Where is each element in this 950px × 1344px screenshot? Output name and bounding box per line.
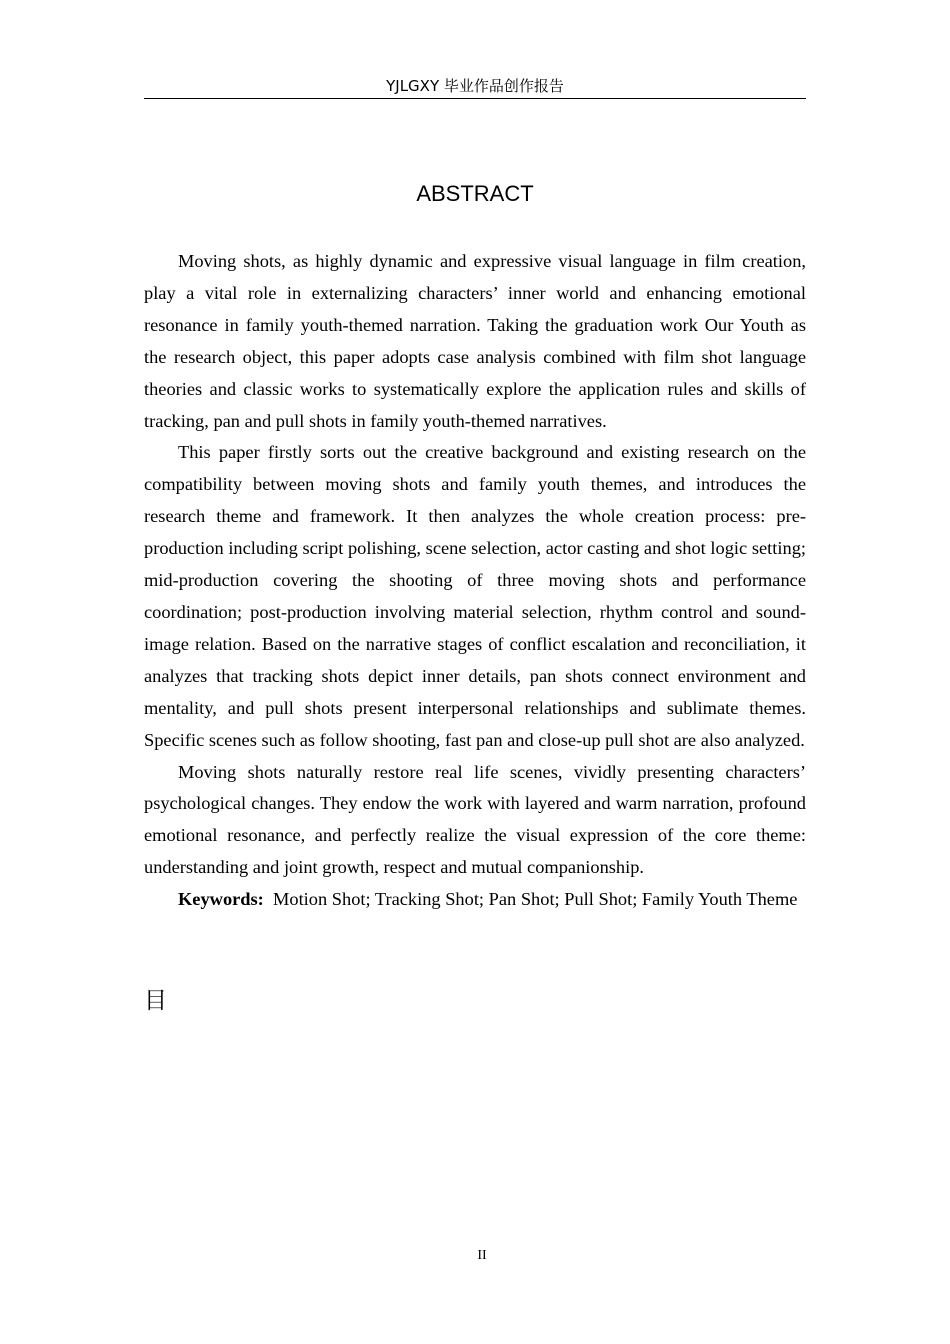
keywords-label: Keywords:: [178, 889, 264, 910]
running-header: YJLGXY 毕业作品创作报告: [386, 77, 564, 95]
abstract-paragraph-3: Moving shots naturally restore real life scenes, vividly presenting characters’ psychological changes. They endow the work with layered and warm narration, profound emotional resonance, and perfectly realize the visual expression of the core theme: understanding and joint growth, respect and mutual companionship.: [144, 761, 806, 878]
abstract-body: [144, 246, 806, 916]
page-number: II: [477, 1248, 487, 1263]
abstract-paragraph-2: This paper firstly sorts out the creative background and existing research on the compatibility between moving shots and family youth themes, and introduces the research theme and framework. It then analyzes the whole creation process: pre-production including script polishing, scene selection, actor casting and shot logic setting; mid-production covering the shooting of three moving shots and performance coordination; post-production involving material selection, rhythm control and sound-image relation. Based on the narrative stages of conflict escalation and reconciliation, it analyzes that tracking shots depict inner details, pan shots connect environment and mentality, and pull shots present interpersonal relationships and sublimate themes. Specific scenes such as follow shooting, fast pan and close-up pull shot are also analyzed.: [144, 442, 806, 750]
abstract-paragraph-1: Moving shots, as highly dynamic and expressive visual language in film creation, play a vital role in externalizing characters’ inner world and enhancing emotional resonance in family youth-themed narration. Taking the graduation work Our Youth as the research object, this paper adopts case analysis combined with film shot language theories and classic works to systematically explore the application rules and skills of tracking, pan and pull shots in family youth-themed narratives.: [144, 251, 806, 431]
keywords-line: [144, 884, 806, 916]
abstract-title: ABSTRACT: [416, 181, 534, 206]
table-of-contents-heading-fragment: 目: [144, 988, 167, 1014]
keywords-text: Motion Shot; Tracking Shot; Pan Shot; Pull Shot; Family Youth Theme: [273, 889, 798, 910]
header-divider: [144, 98, 806, 99]
